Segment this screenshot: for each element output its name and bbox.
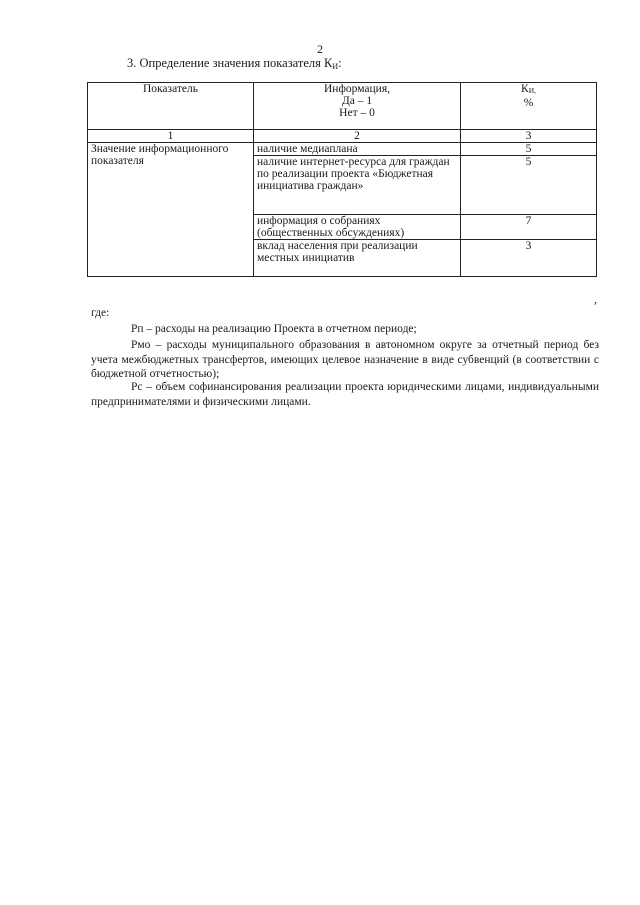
value-cell: 7 bbox=[461, 215, 597, 240]
value-cell: 5 bbox=[461, 156, 597, 215]
definition-rmo: Рмо – расходы муниципального образования в автономном округе за отчетный период без учета межбюджетных трансфертов, имеющих целевое назначение в виде субвенций (в соответствии с бюджетной отчетностью); bbox=[91, 339, 599, 380]
value-cell: 3 bbox=[461, 240, 597, 277]
header-coef-symbol: К bbox=[521, 83, 529, 95]
column-number: 1 bbox=[88, 130, 254, 143]
info-cell: вклад населения при реализации местных инициатив bbox=[254, 240, 461, 277]
trailing-comma: , bbox=[594, 292, 597, 306]
info-cell: наличие интернет-ресурса для граждан по реализации проекта «Бюджетная инициатива граждан» bbox=[254, 156, 461, 215]
value-cell: 5 bbox=[461, 143, 597, 156]
indicator-table bbox=[87, 82, 597, 277]
where-label: где: bbox=[91, 307, 110, 319]
heading-subscript: И bbox=[332, 62, 339, 71]
header-information bbox=[254, 83, 461, 130]
header-info-line: Да – 1 bbox=[341, 95, 373, 107]
definition-rc: Рс – объем софинансирования реализации проекта юридическими лицами, индивидуальными предпринимателями и физическими лицами. bbox=[91, 381, 599, 408]
definition-rp: Рп – расходы на реализацию Проекта в отчетном периоде; bbox=[131, 323, 417, 335]
heading-text: 3. Определение значения показателя К bbox=[127, 56, 333, 70]
info-cell: информация о собраниях (общественных обсуждениях) bbox=[254, 215, 461, 240]
header-coefficient bbox=[461, 83, 597, 130]
heading-colon: : bbox=[338, 56, 342, 70]
info-cell: наличие медиаплана bbox=[254, 143, 461, 156]
table-row bbox=[88, 143, 597, 156]
table-header-row bbox=[88, 83, 597, 130]
header-info-line: Нет – 0 bbox=[339, 107, 375, 119]
header-indicator: Показатель bbox=[88, 83, 254, 130]
column-number: 3 bbox=[461, 130, 597, 143]
page-number: 2 bbox=[317, 42, 323, 56]
header-info-line: Информация, bbox=[323, 83, 390, 95]
section-heading bbox=[127, 56, 342, 72]
column-number: 2 bbox=[254, 130, 461, 143]
header-coef-subscript: И, bbox=[528, 86, 536, 95]
column-number-row bbox=[88, 130, 597, 143]
indicator-label: Значение информационного показателя bbox=[88, 143, 254, 277]
header-coef-unit: % bbox=[523, 97, 534, 109]
